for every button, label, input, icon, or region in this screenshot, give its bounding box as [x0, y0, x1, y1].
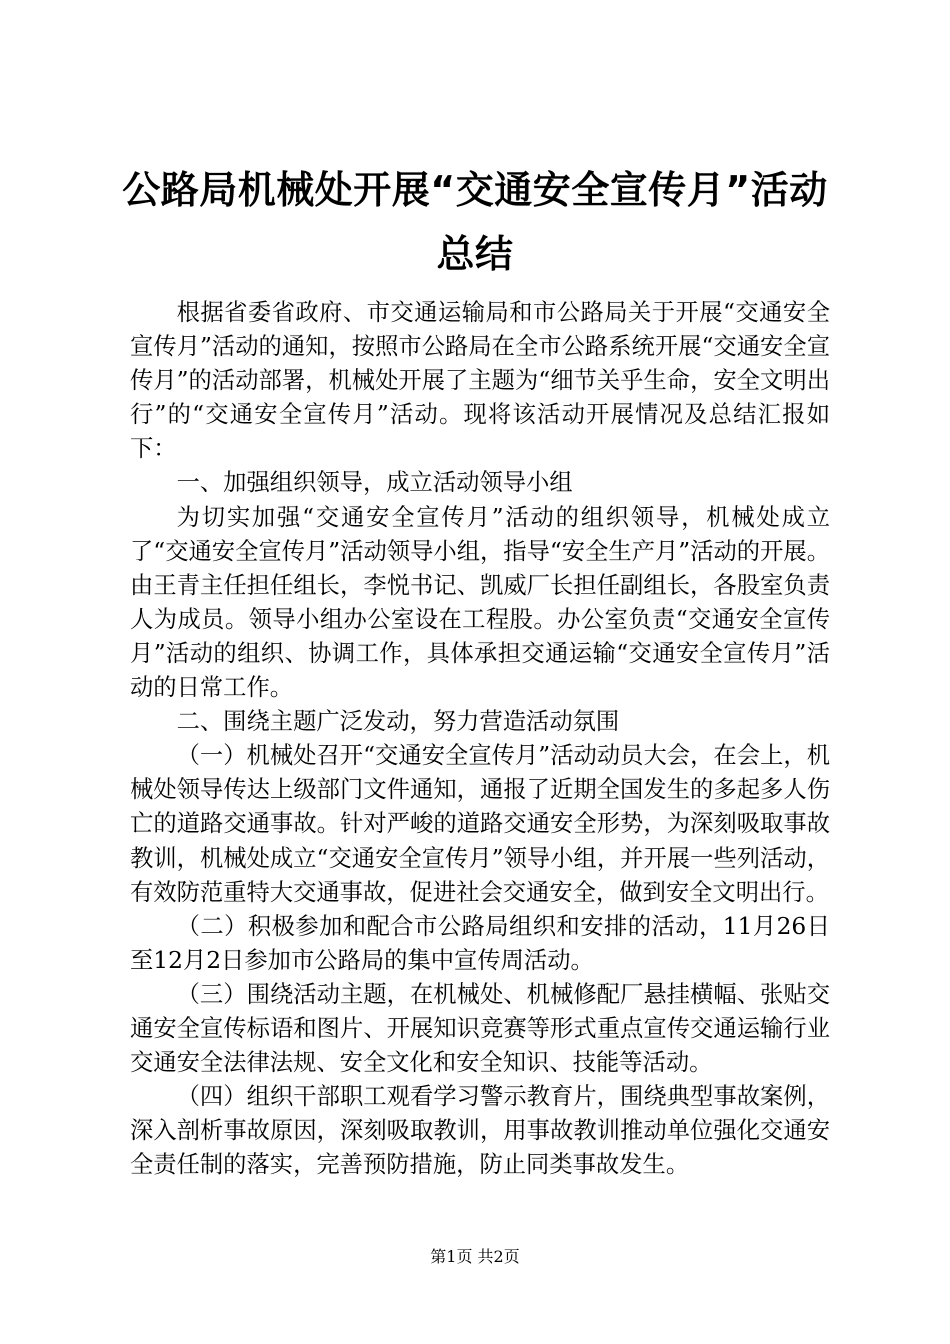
section-heading-2: 二、围绕主题广泛发动，努力营造活动氛围 — [176, 708, 620, 736]
paragraph-item-2: （二）积极参加和配合市公路局组织和安排的活动，11月26日至12月2日参加市公路局的集中宣传周活动。 — [130, 912, 830, 974]
paragraph-item-1: （一）机械处召开“交通安全宣传月”活动动员大会，在会上，机械处领导传达上级部门文件通知，通报了近期全国发生的多起多人伤亡的道路交通事故。针对严峻的道路交通安全形势，为深刻吸取事故教训，机械处成立“交通安全宣传月”领导小组，并开展一些列活动，有效防范重特大交通事故，促进社会交通安全，做到安全文明出行。 — [130, 742, 830, 906]
paragraph-item-4: （四）组织干部职工观看学习警示教育片，围绕典型事故案例，深入剖析事故原因，深刻吸取教训，用事故教训推动单位强化交通安全责任制的落实，完善预防措施，防止同类事故发生。 — [130, 1083, 830, 1179]
section-heading-1: 一、加强组织领导，成立活动领导小组 — [176, 469, 573, 497]
paragraph-intro: 根据省委省政府、市交通运输局和市公路局关于开展“交通安全宣传月”活动的通知，按照市公路局在全市公路系统开展“交通安全宣传月”的活动部署，机械处开展了主题为“细节关乎生命，安全文明出行”的“交通安全宣传月”活动。现将该活动开展情况及总结汇报如下： — [130, 299, 830, 463]
paragraph-section-1: 为切实加强“交通安全宣传月”活动的组织领导，机械处成立了“交通安全宣传月”活动领导小组，指导“安全生产月”活动的开展。由王青主任担任组长，李悦书记、凯威厂长担任副组长，各股室负责人为成员。领导小组办公室设在工程股。办公室负责“交通安全宣传月”活动的组织、协调工作，具体承担交通运输“交通安全宣传月”活动的日常工作。 — [130, 503, 830, 702]
page-number-footer: 第1页 共2页 — [430, 1247, 520, 1266]
document-body — [130, 296, 830, 1182]
document-title: 公路局机械处开展“交通安全宣传月”活动总结 — [122, 168, 828, 276]
paragraph-item-3: （三）围绕活动主题，在机械处、机械修配厂悬挂横幅、张贴交通安全宣传标语和图片、开展知识竞赛等形式重点宣传交通运输行业交通安全法律法规、安全文化和安全知识、技能等活动。 — [130, 980, 830, 1077]
